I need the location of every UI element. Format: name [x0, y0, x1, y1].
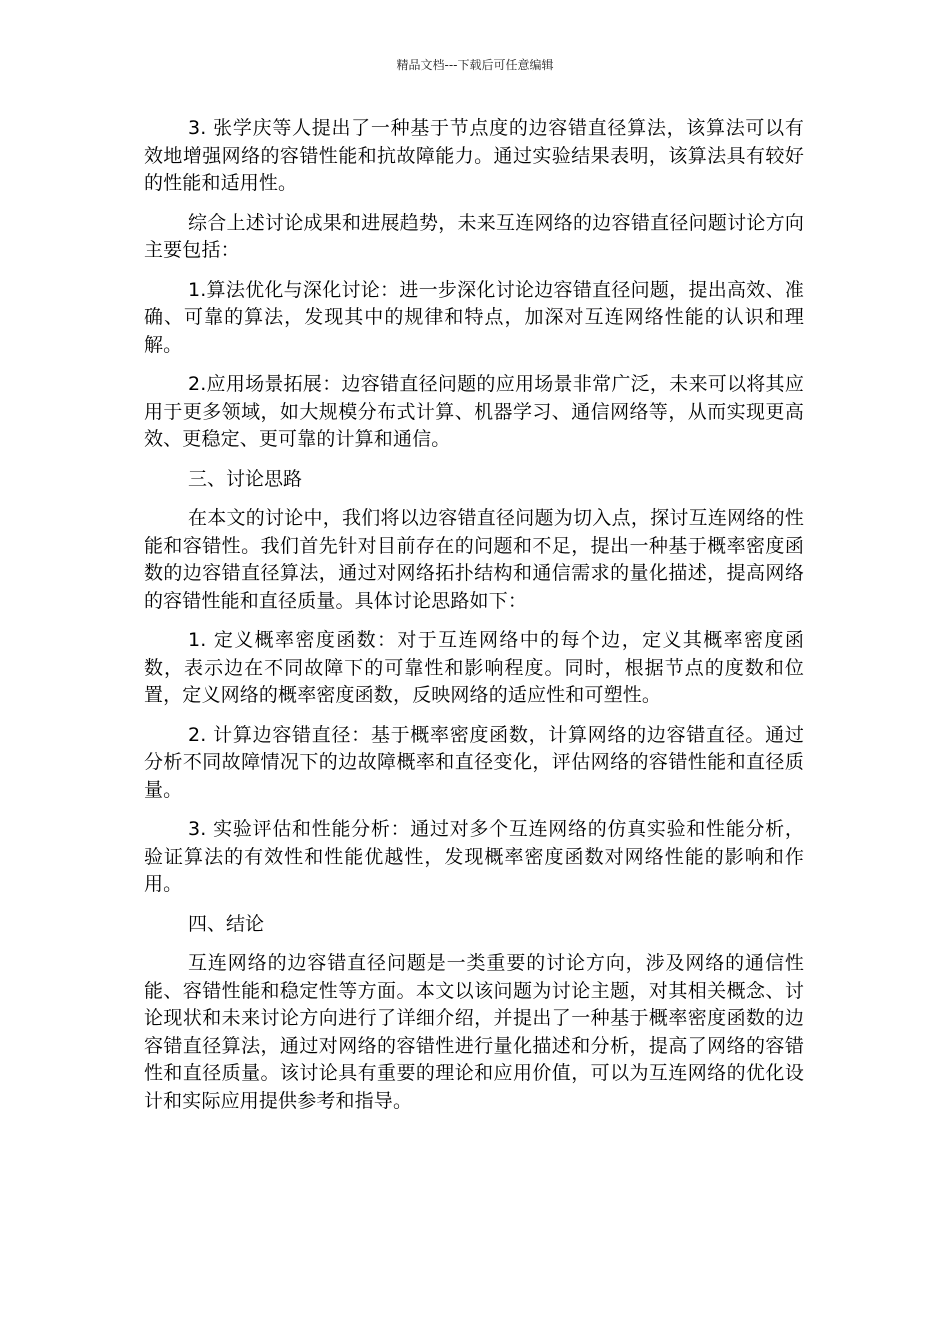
paragraph-direction-1: 1.算法优化与深化讨论：进一步深化讨论边容错直径问题，提出高效、准确、可靠的算法，发现其中的规律和特点，加深对互连网络性能的认识和理解。 [144, 278, 804, 356]
section-heading-4: 四、结论 [188, 912, 265, 935]
paragraph-direction-2: 2.应用场景拓展：边容错直径问题的应用场景非常广泛，未来可以将其应用于更多领域，如大规模分布式计算、机器学习、通信网络等，从而实现更高效、更稳定、更可靠的计算和通信。 [144, 373, 804, 450]
paragraph-summary-intro: 综合上述讨论成果和进展趋势，未来互连网络的边容错直径问题讨论方向主要包括： [144, 211, 804, 261]
paragraph-approach-intro: 在本文的讨论中，我们将以边容错直径问题为切入点，探讨互连网络的性能和容错性。我们首先针对目前存在的问题和不足，提出一种基于概率密度函数的边容错直径算法，通过对网络拓扑结构和通信需求的量化描述，提高网络的容错性能和直径质量。具体讨论思路如下： [144, 507, 804, 612]
paragraph-step-1: 1. 定义概率密度函数：对于互连网络中的每个边，定义其概率密度函数，表示边在不同故障下的可靠性和影响程度。同时，根据节点的度数和位置，定义网络的概率密度函数，反映网络的适应性和可塑性。 [144, 629, 804, 706]
paragraph-conclusion: 互连网络的边容错直径问题是一类重要的讨论方向，涉及网络的通信性能、容错性能和稳定性等方面。本文以该问题为讨论主题，对其相关概念、讨论现状和未来讨论方向进行了详细介绍，并提出了一种基于概率密度函数的边容错直径算法，通过对网络的容错性进行量化描述和分析，提高了网络的容错性和直径质量。该讨论具有重要的理论和应用价值，可以为互连网络的优化设计和实际应用提供参考和指导。 [144, 952, 804, 1112]
document-body [144, 115, 804, 1127]
paragraph-item-3-zhang: 3. 张学庆等人提出了一种基于节点度的边容错直径算法，该算法可以有效地增强网络的容错性能和抗故障能力。通过实验结果表明，该算法具有较好的性能和适用性。 [144, 117, 804, 194]
paragraph-step-3: 3. 实验评估和性能分析：通过对多个互连网络的仿真实验和性能分析，验证算法的有效性和性能优越性，发现概率密度函数对网络性能的影响和作用。 [144, 818, 804, 895]
page-header: 精品文档---下载后可任意编辑 [396, 58, 554, 72]
paragraph-step-2: 2. 计算边容错直径：基于概率密度函数，计算网络的边容错直径。通过分析不同故障情况下的边故障概率和直径变化，评估网络的容错性能和直径质量。 [144, 723, 804, 801]
section-heading-3: 三、讨论思路 [188, 467, 303, 490]
